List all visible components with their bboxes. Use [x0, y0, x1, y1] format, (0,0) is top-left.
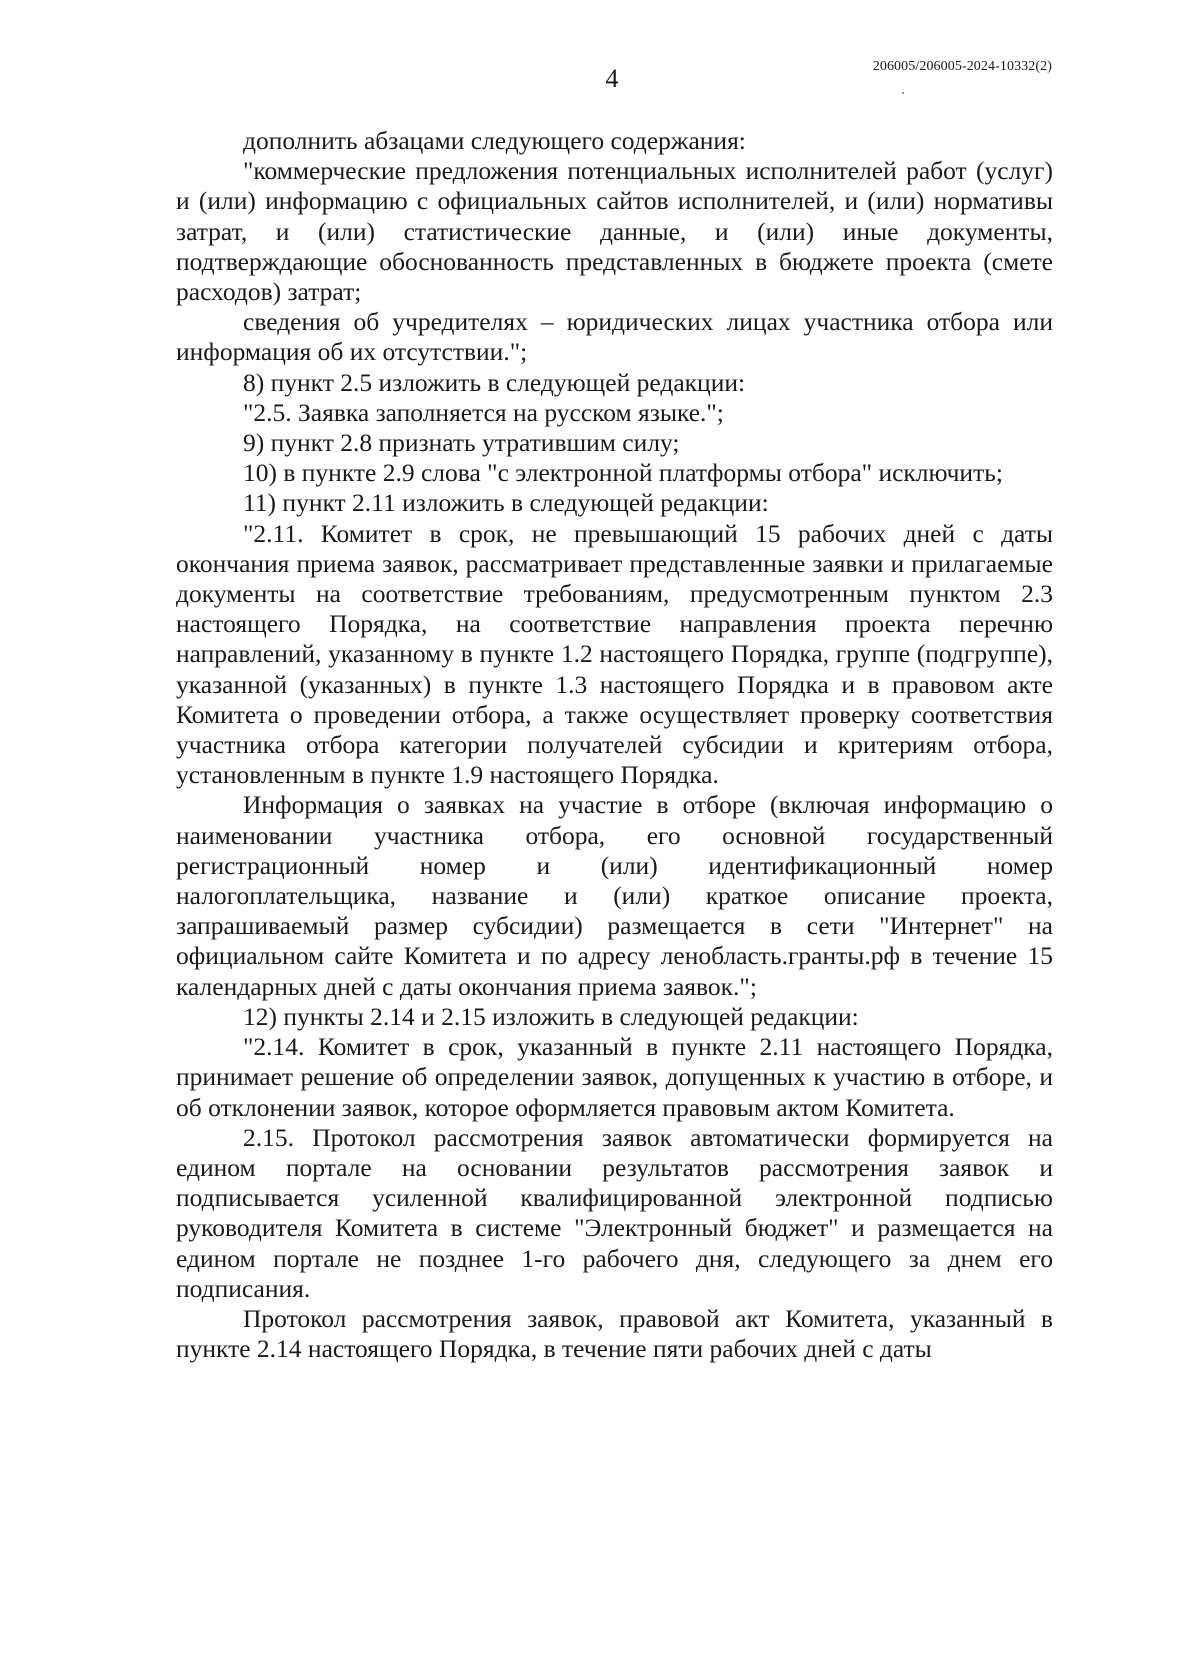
paragraph-item-10: 10) в пункте 2.9 слова "с электронной платформы отбора" исключить;	[243, 458, 1003, 488]
paragraph-item-12: 12) пункты 2.14 и 2.15 изложить в следующей редакции:	[243, 1001, 859, 1031]
paragraph-item-8: 8) пункт 2.5 изложить в следующей редакции:	[243, 367, 746, 397]
paragraph-clause-2-11: "2.11. Комитет в срок, не превышающий 15 рабочих дней с даты окончания приема заявок, рассматривает представленные заявки и прилагаемые документы на соответствие требованиям, предусмотренным пунктом 2.3 настоящего Порядка, на соответствие направления проекта перечню направлений, указанному в пункте 1.2 настоящего Порядка, группе (подгруппе), указанной (указанных) в пункте 1.3 настоящего Порядка и в правовом акте Комитета о проведении отбора, а также осуществляет проверку соответствия участника отбора категории получателей субсидии и критериям отбора, установленным в пункте 1.9 настоящего Порядка.	[176, 518, 1053, 790]
paragraph-clause-2-14: "2.14. Комитет в срок, указанный в пункте 2.11 настоящего Порядка, принимает решение об определении заявок, допущенных к участию в отборе, и об отклонении заявок, которое оформляется правовым актом Комитета.	[176, 1032, 1053, 1122]
document-registration-number: 206005/206005-2024-10332(2)	[872, 59, 1052, 74]
paragraph-item-9: 9) пункт 2.8 признать утратившим силу;	[243, 428, 680, 458]
paragraph-applications-info: Информация о заявках на участие в отборе (включая информацию о наименовании участника отбора, его основной государственный регистрационный номер и (или) идентификационный номер налогоплательщика, название и (или) краткое описание проекта, запрашиваемый размер субсидии) размещается в сети "Интернет" на официальном сайте Комитета и по адресу ленобласть.гранты.рф в течение 15 календарных дней с даты окончания приема заявок.";	[176, 790, 1053, 1001]
paragraph-founders-info: сведения об учредителях – юридических лицах участника отбора или информация об их отсутствии.";	[176, 307, 1053, 367]
scan-artifact	[902, 92, 904, 94]
document-body	[176, 126, 1053, 1364]
paragraph-commercial-offers: "коммерческие предложения потенциальных исполнителей работ (услуг) и (или) информацию с официальных сайтов исполнителей, и (или) нормативы затрат, и (или) статистические данные, и (или) иные документы, подтверждающие обоснованность представленных в бюджете проекта (смете расходов) затрат;	[176, 156, 1053, 307]
paragraph-clause-2-5: "2.5. Заявка заполняется на русском языке.";	[243, 397, 724, 427]
paragraph-protocol-publication: Протокол рассмотрения заявок, правовой акт Комитета, указанный в пункте 2.14 настоящего Порядка, в течение пяти рабочих дней с даты	[176, 1303, 1053, 1364]
paragraph-supplement-intro: дополнить абзацами следующего содержания:	[243, 126, 746, 155]
paragraph-item-11: 11) пункт 2.11 изложить в следующей редакции:	[243, 488, 769, 518]
page-number: 4	[605, 64, 619, 93]
paragraph-clause-2-15: 2.15. Протокол рассмотрения заявок автоматически формируется на едином портале на основании результатов рассмотрения заявок и подписывается усиленной квалифицированной электронной подписью руководителя Комитета в системе "Электронный бюджет" и размещается на едином портале не позднее 1-го рабочего дня, следующего за днем его подписания.	[176, 1122, 1053, 1303]
